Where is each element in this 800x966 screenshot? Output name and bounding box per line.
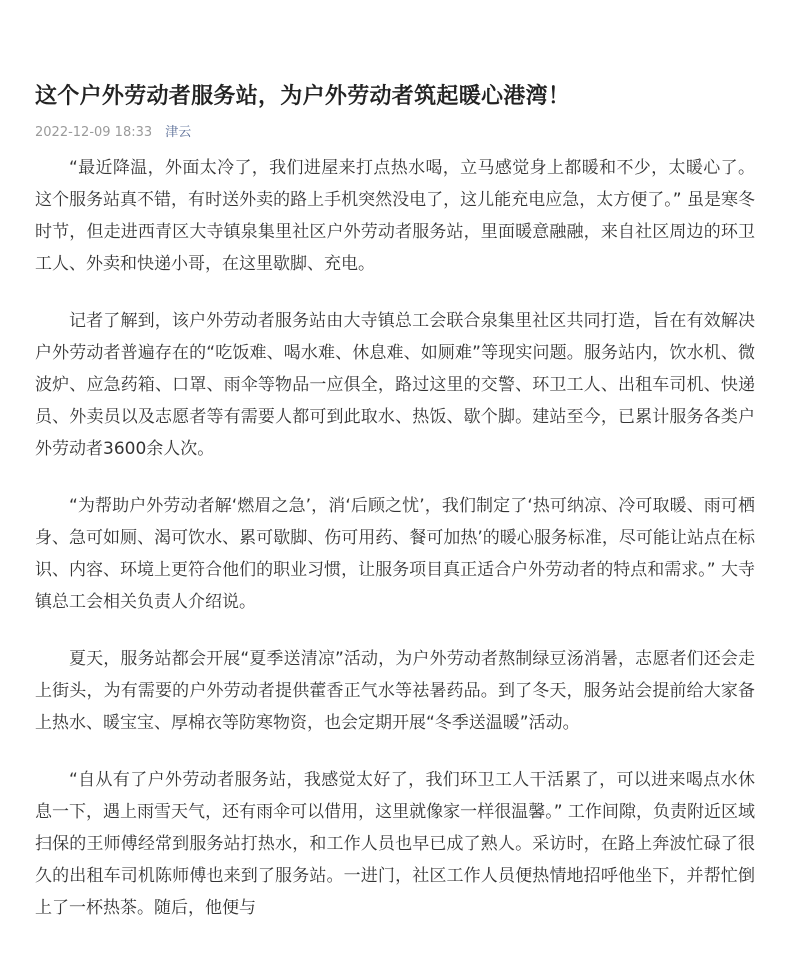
publish-datetime: 2022-12-09 18:33 [35, 125, 153, 140]
article-title: 这个户外劳动者服务站，为户外劳动者筑起暖心港湾！ [35, 84, 571, 109]
paragraph: “最近降温，外面太冷了，我们进屋来打点热水喝，立马感觉身上都暖和不少，太暖心了。这个服务站真不错，有时送外卖的路上手机突然没电了，这儿能充电应急，太方便了。” 虽是寒冬时节，但走进西青区大寺镇泉集里社区户外劳动者服务站，里面暖意融融，来自社区周边的环卫工人、外卖和快递小哥，在这里歇脚、充电。 [35, 158, 755, 274]
article [35, 0, 755, 949]
article-meta [35, 124, 755, 142]
paragraph: “为帮助户外劳动者解‘燃眉之急’，消‘后顾之忧’，我们制定了‘热可纳凉、冷可取暖、雨可栖身、急可如厕、渴可饮水、累可歇脚、伤可用药、餐可加热’的暖心服务标准，尽可能让站点在标识、内容、环境上更符合他们的职业习惯，让服务项目真正适合户外劳动者的特点和需求。” 大寺镇总工会相关负责人介绍说。 [35, 496, 755, 612]
paragraph: “自从有了户外劳动者服务站，我感觉太好了，我们环卫工人干活累了，可以进来喝点水休息一下，遇上雨雪天气，还有雨伞可以借用，这里就像家一样很温馨。” 工作间隙，负责附近区域扫保的王师傅经常到服务站打热水，和工作人员也早已成了熟人。采访时，在路上奔波忙碌了很久的出租车司机陈师傅也来到了服务站。一进门，社区工作人员便热情地招呼他坐下，并帮忙倒上了一杯热茶。随后，他便与 [35, 770, 755, 918]
paragraph: 夏天，服务站都会开展“夏季送清凉”活动，为户外劳动者熬制绿豆汤消暑，志愿者们还会走上街头，为有需要的户外劳动者提供藿香正气水等祛暑药品。到了冬天，服务站会提前给大家备上热水、暖宝宝、厚棉衣等防寒物资，也会定期开展“冬季送温暖”活动。 [35, 649, 755, 733]
paragraph: 记者了解到，该户外劳动者服务站由大寺镇总工会联合泉集里社区共同打造，旨在有效解决户外劳动者普遍存在的“吃饭难、喝水难、休息难、如厕难”等现实问题。服务站内，饮水机、微波炉、应急药箱、口罩、雨伞等物品一应俱全，路过这里的交警、环卫工人、出租车司机、快递员、外卖员以及志愿者等有需要人都可到此取水、热饭、歇个脚。建站至今，已累计服务各类户外劳动者3600余人次。 [35, 311, 755, 459]
source-link[interactable]: 津云 [165, 125, 192, 140]
article-body [35, 152, 755, 924]
